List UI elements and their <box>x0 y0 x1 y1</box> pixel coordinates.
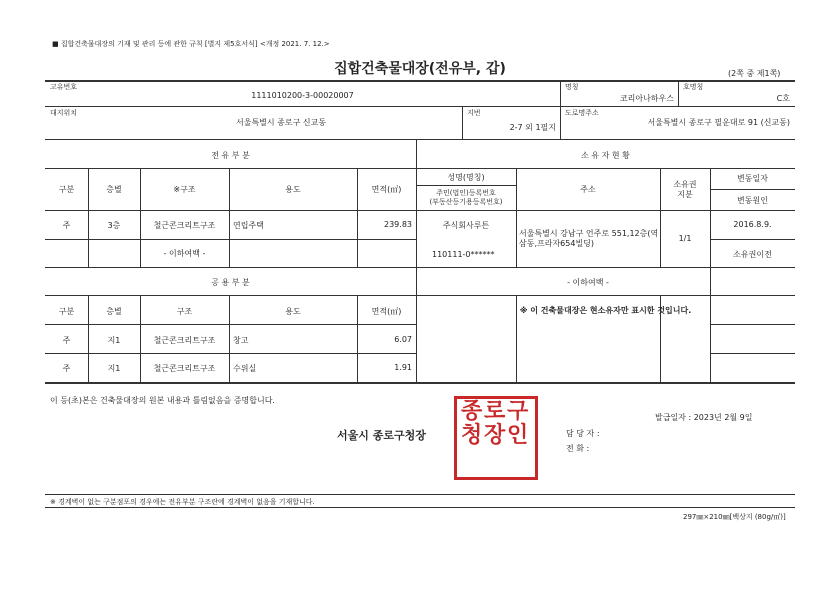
owner-share-value: 1/1 <box>678 234 692 243</box>
unique-no-value: 1111010200-3-00020007 <box>251 91 354 100</box>
exclusive-blank-text: - 이하여백 - <box>163 249 206 258</box>
name-label: 명칭 <box>565 83 579 91</box>
common-row1-floor: 지1 <box>107 336 121 345</box>
exclusive-header-area: 면적(㎡) <box>371 185 402 194</box>
unit-value: C호 <box>776 94 790 103</box>
unique-no-label: 고유번호 <box>50 83 78 91</box>
name-value: 코리아나하우스 <box>619 94 674 103</box>
seal-char: 종 <box>461 399 483 424</box>
common-section-title: 공 용 부 분 <box>211 278 250 287</box>
issuer-name: 서울시 종로구청장 <box>337 429 426 442</box>
lot-value: 2-7 외 1필지 <box>509 123 556 132</box>
owner-date-header: 변동일자 <box>737 174 768 183</box>
exclusive-section-title: 전 유 부 분 <box>211 151 250 160</box>
exclusive-header-structure: ※구조 <box>173 185 196 194</box>
common-row2-area: 1.91 <box>394 363 412 372</box>
common-row1-structure: 철근콘크리트구조 <box>153 336 216 345</box>
exclusive-row-structure: 철근콘크리트구조 <box>153 221 216 230</box>
common-header-area: 면적(㎡) <box>371 307 402 316</box>
common-row1-type: 주 <box>62 336 71 345</box>
common-row1-area: 6.07 <box>394 335 412 344</box>
seal-char: 인 <box>507 423 529 448</box>
owner-blank-text: - 이하여백 - <box>567 278 609 287</box>
certify-text: 이 등(초)본은 건축물대장의 원본 내용과 틀림없음을 증명합니다. <box>50 396 275 405</box>
form-reference-note: ■ 집합건축물대장의 기재 및 관리 등에 관한 규칙 [별지 제5호서식] <개정 2021. 7. 12.> <box>52 40 330 48</box>
owner-change-date: 2016.8.9. <box>733 220 772 229</box>
common-row2-type: 주 <box>62 364 71 373</box>
owner-notice: ※ 이 건축물대장은 현소유자만 표시한 것입니다. <box>519 306 692 315</box>
lot-label: 지번 <box>467 109 481 117</box>
owner-section-title: 소 유 자 현 황 <box>581 151 630 160</box>
issue-date: 발급일자 : 2023년 2월 9일 <box>655 413 753 422</box>
owner-share-header: 소유권 지분 <box>673 180 697 199</box>
road-value: 서울특별시 종로구 필운대로 91 (신교동) <box>647 118 790 127</box>
seal-char: 청 <box>461 423 483 448</box>
owner-address-value: 서울특별시 강남구 언주로 551,12층(역삼동,프라자654빌딩) <box>519 229 659 248</box>
unit-label: 호명칭 <box>683 83 704 91</box>
seal-char: 로 <box>484 399 506 424</box>
owner-name-header: 성명(명칭) <box>447 173 485 182</box>
common-header-usage: 용도 <box>285 307 301 316</box>
owner-change-reason: 소유권이전 <box>733 250 772 259</box>
exclusive-row-type: 주 <box>62 221 71 230</box>
exclusive-header-usage: 용도 <box>285 185 301 194</box>
common-row2-usage: 수위실 <box>233 364 257 373</box>
site-label: 대지위치 <box>50 109 78 117</box>
owner-reason-header: 변동원인 <box>737 196 768 205</box>
exclusive-header-type: 구분 <box>58 185 75 194</box>
owner-name-value: 주식회사루튼 <box>442 221 490 230</box>
seal-char: 구 <box>507 399 529 424</box>
owner-id-header: 주민(법인)등록번호 (부동산등기용등록번호) <box>429 189 503 206</box>
owner-id-value: 110111-0****** <box>432 250 495 259</box>
owner-address-header: 주소 <box>580 185 596 194</box>
common-header-type: 구분 <box>58 307 75 316</box>
common-row2-structure: 철근콘크리트구조 <box>153 364 216 373</box>
exclusive-header-floor: 층별 <box>106 185 122 194</box>
phone-label: 전 화 : <box>566 444 590 453</box>
official-seal <box>454 396 538 480</box>
common-header-floor: 층별 <box>106 307 122 316</box>
page-info: (2쪽 중 제1쪽) <box>728 69 781 78</box>
paper-size: 297㎜×210㎜[백상지 (80g/㎡)] <box>683 513 786 521</box>
common-row1-usage: 창고 <box>233 336 249 345</box>
exclusive-row-usage: 연립주택 <box>233 221 264 230</box>
common-row2-floor: 지1 <box>107 364 121 373</box>
site-value: 서울특별시 종로구 신교동 <box>236 118 327 127</box>
document-title: 집합건축물대장(전유부, 갑) <box>334 61 506 77</box>
exclusive-row-floor: 3층 <box>107 221 121 230</box>
road-label: 도로명주소 <box>565 109 599 117</box>
footer-note: ※ 경계벽이 없는 구분점포의 경우에는 전유부분 구조란에 경계벽이 없음을 기재합니다. <box>50 498 315 506</box>
common-header-structure: 구조 <box>176 307 193 316</box>
seal-char: 장 <box>484 423 506 448</box>
exclusive-row-area: 239.83 <box>384 220 412 229</box>
staff-label: 담 당 자 : <box>566 429 600 438</box>
